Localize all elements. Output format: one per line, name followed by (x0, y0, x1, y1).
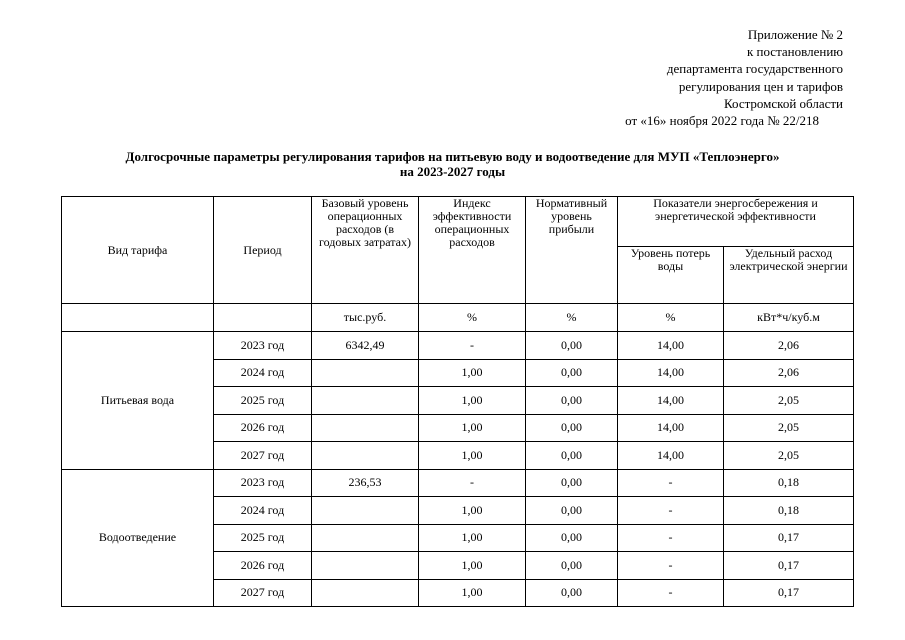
period-cell: 2027 год (214, 579, 312, 607)
base-level-cell (312, 552, 419, 580)
efficiency-index-cell: 1,00 (419, 442, 526, 470)
appendix-line: департамента государственного (666, 61, 843, 77)
specific-consumption-cell: 0,17 (724, 552, 854, 580)
tariff-parameters-table (61, 196, 854, 607)
efficiency-index-cell: 1,00 (419, 524, 526, 552)
normative-profit-cell: 0,00 (526, 387, 618, 415)
water-loss-cell: - (618, 579, 724, 607)
normative-profit-cell: 0,00 (526, 414, 618, 442)
units-cell-empty (62, 304, 214, 332)
base-level-cell: 6342,49 (312, 332, 419, 360)
normative-profit-cell: 0,00 (526, 359, 618, 387)
specific-consumption-cell: 0,18 (724, 469, 854, 497)
normative-profit-cell: 0,00 (526, 579, 618, 607)
normative-profit-cell: 0,00 (526, 552, 618, 580)
units-specific-consumption: кВт*ч/куб.м (724, 304, 854, 332)
water-loss-cell: - (618, 469, 724, 497)
water-loss-cell: 14,00 (618, 442, 724, 470)
specific-consumption-cell: 2,06 (724, 332, 854, 360)
document-title-line: на 2023-2027 годы (399, 164, 506, 179)
period-cell: 2024 год (214, 497, 312, 525)
units-row (62, 304, 854, 332)
specific-consumption-cell: 0,18 (724, 497, 854, 525)
specific-consumption-cell: 2,05 (724, 414, 854, 442)
water-loss-cell: 14,00 (618, 359, 724, 387)
efficiency-index-cell: 1,00 (419, 552, 526, 580)
table-row (62, 469, 854, 497)
specific-consumption-cell: 0,17 (724, 524, 854, 552)
specific-consumption-cell: 2,05 (724, 387, 854, 415)
header-tariff-type: Вид тарифа (62, 197, 214, 304)
base-level-cell: 236,53 (312, 469, 419, 497)
header-base-level: Базовый уровень операционных расходов (в годовых затратах) (312, 197, 419, 304)
period-cell: 2025 год (214, 387, 312, 415)
header-period: Период (214, 197, 312, 304)
efficiency-index-cell: 1,00 (419, 387, 526, 415)
water-loss-cell: - (618, 524, 724, 552)
water-loss-cell: - (618, 552, 724, 580)
appendix-line: от «16» ноября 2022 года № 22/218 (625, 113, 819, 129)
water-loss-cell: 14,00 (618, 332, 724, 360)
units-water-loss: % (618, 304, 724, 332)
tariff-type-cell: Питьевая вода (62, 332, 214, 470)
header-normative-profit: Нормативный уровень прибыли (526, 197, 618, 304)
period-cell: 2026 год (214, 552, 312, 580)
appendix-line: Приложение № 2 (747, 27, 843, 42)
tariff-type-cell: Водоотведение (62, 469, 214, 607)
efficiency-index-cell: 1,00 (419, 497, 526, 525)
efficiency-index-cell: 1,00 (419, 579, 526, 607)
period-cell: 2027 год (214, 442, 312, 470)
specific-consumption-cell: 2,06 (724, 359, 854, 387)
water-loss-cell: - (618, 497, 724, 525)
efficiency-index-cell: - (419, 469, 526, 497)
header-specific-consumption: Удельный расход электрической энергии (724, 247, 854, 304)
water-loss-cell: 14,00 (618, 387, 724, 415)
efficiency-index-cell: 1,00 (419, 359, 526, 387)
units-base-level: тыс.руб. (312, 304, 419, 332)
base-level-cell (312, 442, 419, 470)
base-level-cell (312, 579, 419, 607)
base-level-cell (312, 359, 419, 387)
period-cell: 2026 год (214, 414, 312, 442)
efficiency-index-cell: 1,00 (419, 414, 526, 442)
base-level-cell (312, 414, 419, 442)
appendix-line: Костромской области (723, 95, 843, 111)
normative-profit-cell: 0,00 (526, 332, 618, 360)
specific-consumption-cell: 2,05 (724, 442, 854, 470)
appendix-line: регулирования цен и тарифов (678, 78, 843, 94)
header-efficiency-index: Индекс эффективности операционных расходов (419, 197, 526, 304)
water-loss-cell: 14,00 (618, 414, 724, 442)
period-cell: 2025 год (214, 524, 312, 552)
units-cell-empty (214, 304, 312, 332)
units-normative-profit: % (526, 304, 618, 332)
base-level-cell (312, 387, 419, 415)
document-title (0, 149, 905, 179)
specific-consumption-cell: 0,17 (724, 579, 854, 607)
appendix-line: к постановлению (746, 44, 843, 60)
normative-profit-cell: 0,00 (526, 469, 618, 497)
table-row (62, 332, 854, 360)
header-energy-group: Показатели энергосбережения и энергетической эффективности (618, 197, 854, 247)
period-cell: 2024 год (214, 359, 312, 387)
header-water-loss: Уровень потерь воды (618, 247, 724, 304)
normative-profit-cell: 0,00 (526, 497, 618, 525)
normative-profit-cell: 0,00 (526, 524, 618, 552)
base-level-cell (312, 497, 419, 525)
units-efficiency-index: % (419, 304, 526, 332)
document-title-line: Долгосрочные параметры регулирования тарифов на питьевую воду и водоотведение для МУП «Теплоэнерго» (125, 149, 780, 164)
base-level-cell (312, 524, 419, 552)
appendix-header (625, 26, 843, 129)
period-cell: 2023 год (214, 332, 312, 360)
period-cell: 2023 год (214, 469, 312, 497)
normative-profit-cell: 0,00 (526, 442, 618, 470)
efficiency-index-cell: - (419, 332, 526, 360)
